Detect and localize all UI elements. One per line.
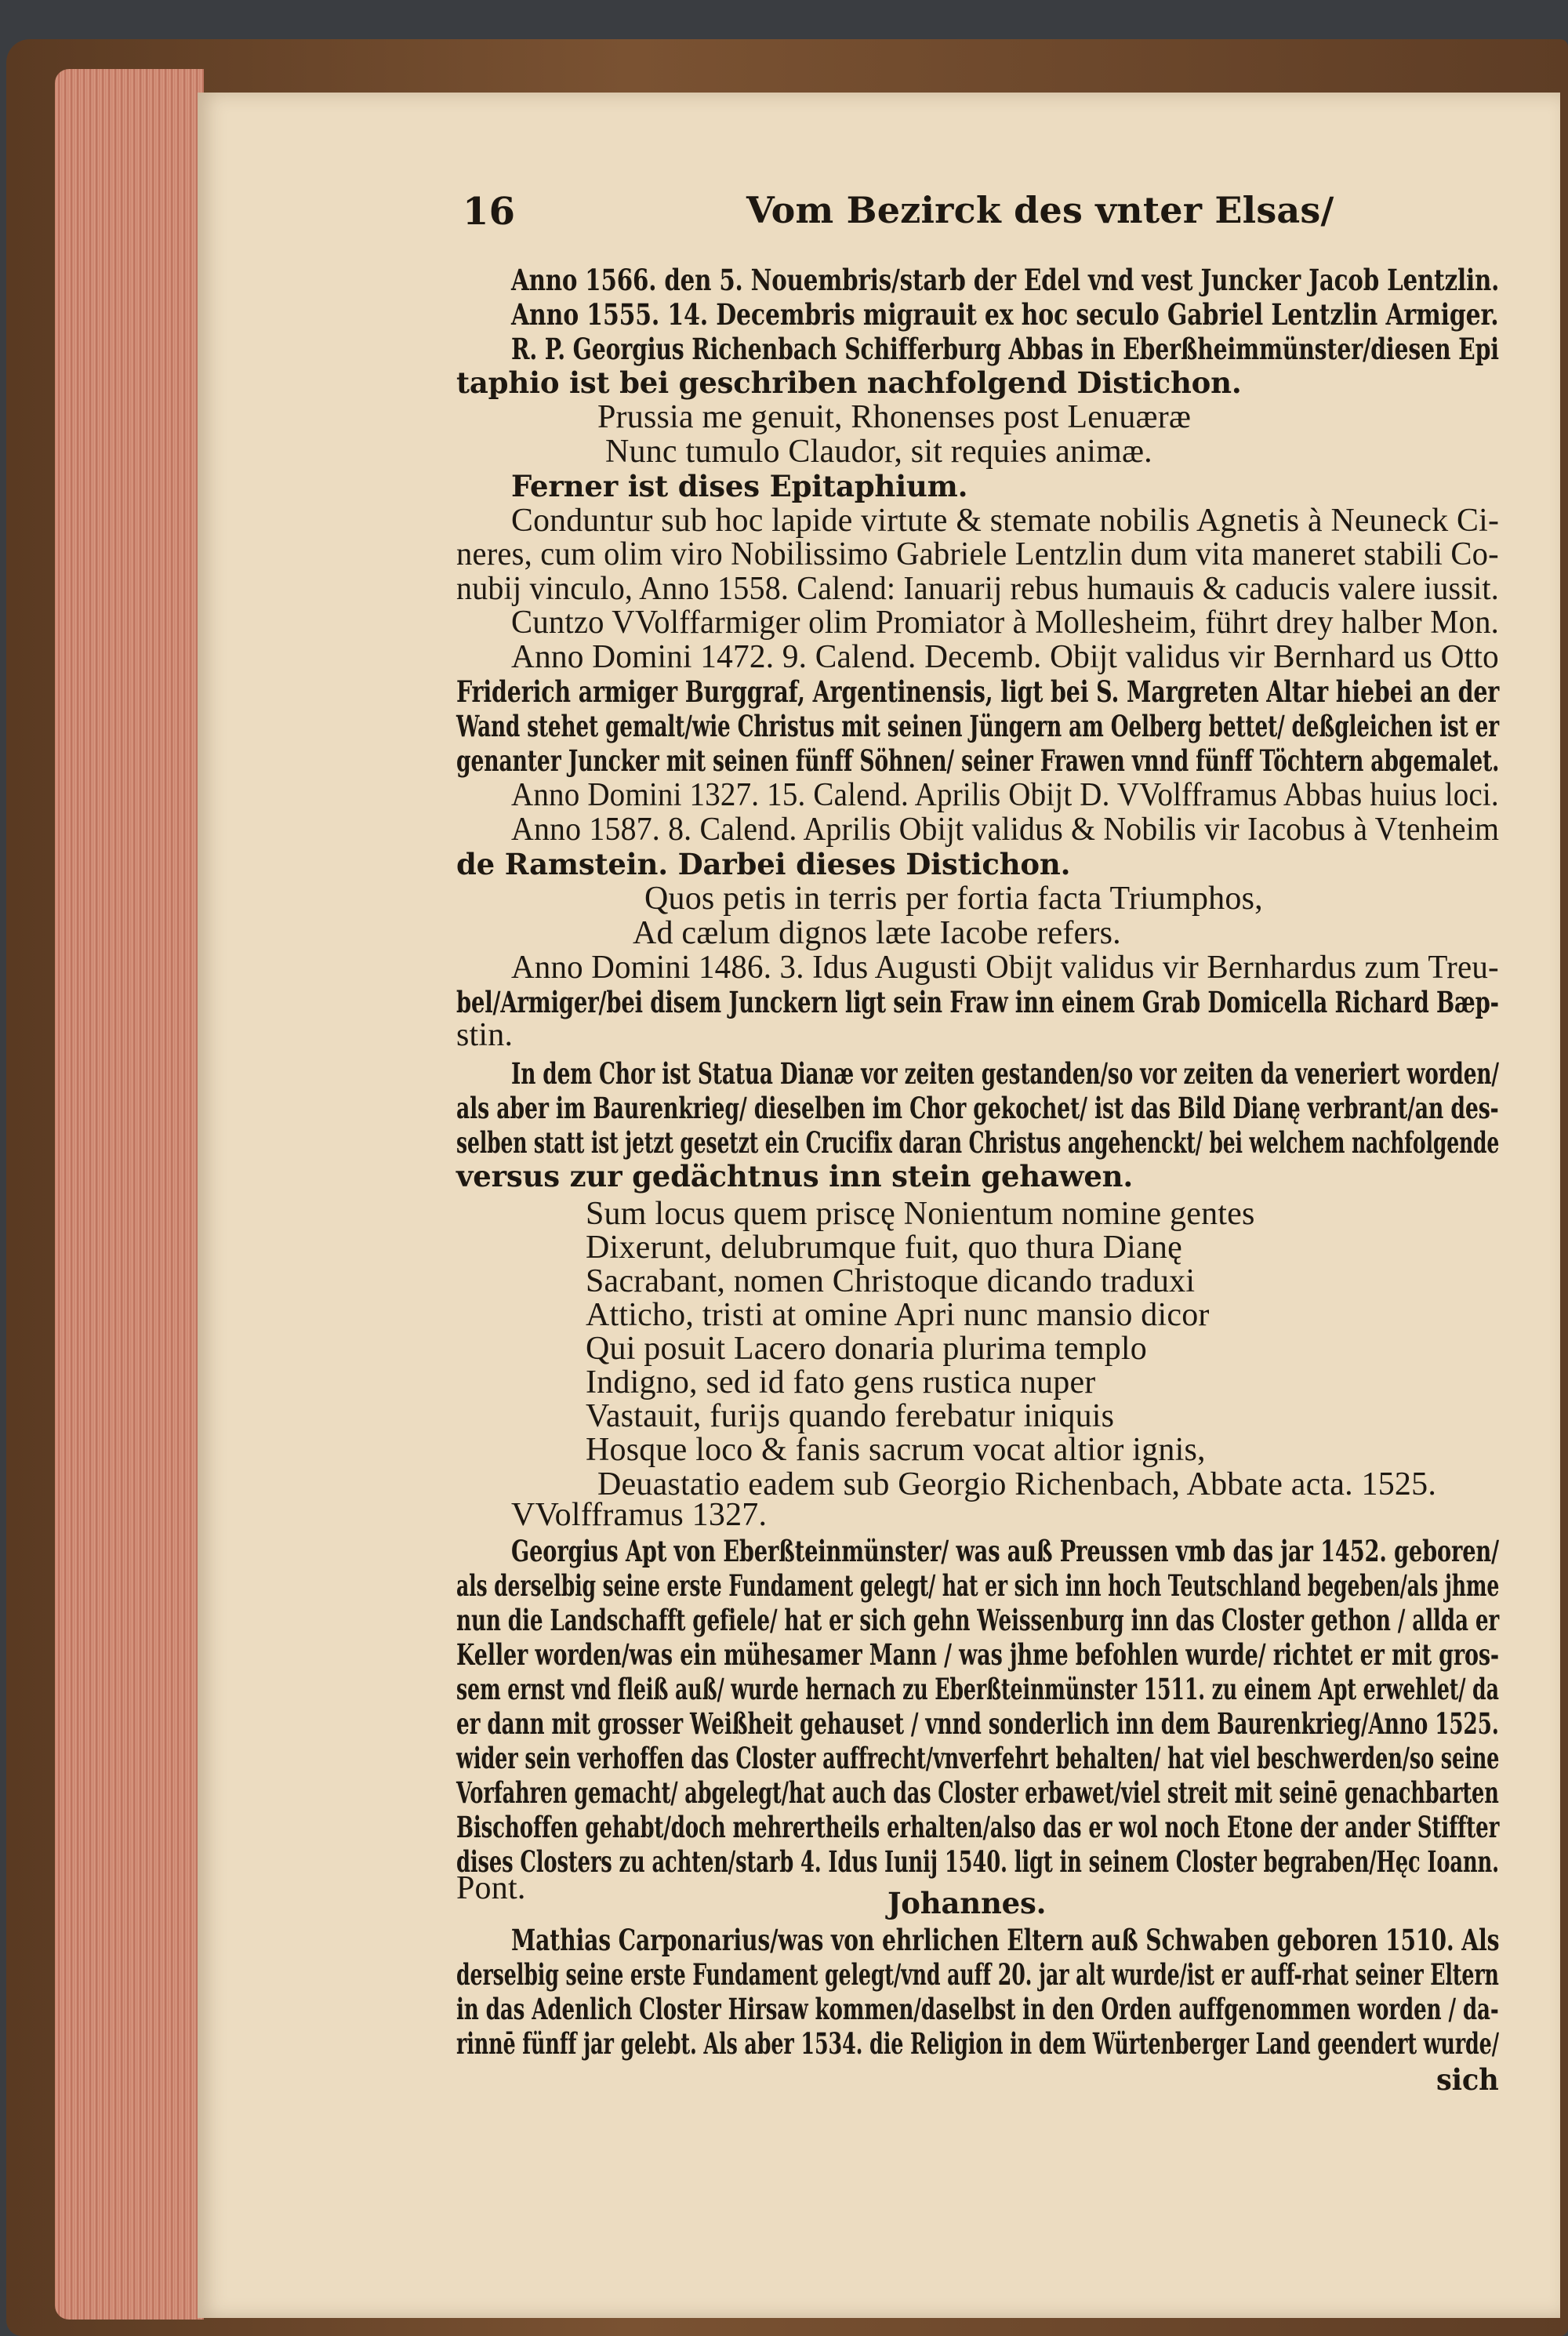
text-line: als aber im Baurenkrieg/ dieselben im Chor gekochet/ ist das Bild Dianę verbrant/an des- <box>456 1091 1499 1125</box>
text-line: In dem Chor ist Statua Dianæ vor zeiten gestanden/so vor zeiten da veneriert worden/ <box>511 1056 1499 1091</box>
verse-line: Sum locus quem priscę Nonientum nomine gentes <box>586 1196 1255 1232</box>
text-line: als derselbig seine erste Fundament gelegt/ hat er sich inn hoch Teutschland begeben/als jhme <box>456 1568 1500 1603</box>
verse-line: Dixerunt, delubrumque fuit, quo thura Dianę <box>586 1230 1182 1266</box>
text-line: taphio ist bei geschriben nachfolgend Distichon. <box>456 365 1242 400</box>
text-line: R. P. Georgius Richenbach Schifferburg Abbas in Eberßheimmünster/diesen Epi <box>511 332 1499 366</box>
text-line: rinnē fünff jar gelebt. Als aber 1534. die Religion in dem Würtenberger Land geendert wurde/ <box>456 2026 1499 2061</box>
text-line: Anno Domini 1486. 3. Idus Augusti Obijt validus vir Bernhardus zum Treu- <box>511 950 1499 986</box>
text-line: VVolfframus 1327. <box>511 1497 768 1533</box>
verse-line: Ad cælum dignos læte Iacobe refers. <box>633 915 1121 951</box>
verse-line: Indigno, sed id fato gens rustica nuper <box>586 1364 1096 1401</box>
text-line: Johannes. <box>887 1886 1047 1920</box>
text-line: nubij vinculo, Anno 1558. Calend: Ianuarij rebus humauis & caducis valere iussit. <box>456 571 1499 607</box>
text-line: dises Closters zu achten/starb 4. Idus Iunij 1540. ligt in seinem Closter begraben/Hęc Ioann. <box>456 1844 1499 1879</box>
text-line: neres, cum olim viro Nobilissimo Gabriele Lentzlin dum vita maneret stabili Co- <box>456 536 1499 572</box>
page-number: 16 <box>463 190 516 234</box>
verse-line: Qui posuit Lacero donaria plurima templo <box>586 1331 1147 1367</box>
verse-line: Deuastatio eadem sub Georgio Richenbach, Abbate acta. 1525. <box>597 1466 1437 1502</box>
text-line: Georgius Apt von Eberßteinmünster/ was auß Preussen vmb das jar 1452. geboren/ <box>511 1534 1499 1568</box>
verse-line: Nunc tumulo Claudor, sit requies animæ. <box>605 434 1152 470</box>
verse-line: Sacrabant, nomen Christoque dicando traduxi <box>586 1263 1196 1299</box>
text-line: Cuntzo VVolffarmiger olim Promiator à Mollesheim, führt drey halber Mon. <box>511 605 1500 641</box>
text-line: versus zur gedächtnus inn stein gehawen. <box>456 1159 1134 1193</box>
text-line: stin. <box>456 1017 514 1053</box>
text-line: de Ramstein. Darbei dieses Distichon. <box>456 847 1071 881</box>
text-line: er dann mit grosser Weißheit gehauset / vnnd sonderlich inn dem Baurenkrieg/Anno 1525. <box>456 1706 1499 1741</box>
text-line: Ferner ist dises Epitaphium. <box>511 469 968 503</box>
text-line: Mathias Carponarius/was von ehrlichen Eltern auß Schwaben geboren 1510. Als <box>511 1923 1500 1957</box>
text-line: Wand stehet gemalt/wie Christus mit seinen Jüngern am Oelberg bettet/ deßgleichen ist er <box>456 709 1499 743</box>
verse-line: Atticho, tristi at omine Apri nunc mansio dicor <box>586 1297 1210 1333</box>
text-line: Anno Domini 1327. 15. Calend. Aprilis Obijt D. VVolfframus Abbas huius loci. <box>511 777 1499 813</box>
text-line: genanter Juncker mit seinen fünff Söhnen/ seiner Frawen vnnd fünff Töchtern abgemalet. <box>456 743 1500 778</box>
text-line: Keller worden/was ein mühesamer Mann / was jhme befohlen wurde/ richtet er mit gros- <box>456 1637 1499 1672</box>
text-line: wider sein verhoffen das Closter auffrecht/vnverfehrt behalten/ hat viel beschwerden/so seine <box>456 1741 1500 1775</box>
catchword: sich <box>1436 2062 1499 2097</box>
book-page <box>198 93 1560 2318</box>
text-line: derselbig seine erste Fundament gelegt/vnd auff 20. jar alt wurde/ist er auff-rhat seiner Eltern <box>456 1957 1499 1992</box>
text-line: Bischoffen gehabt/doch mehrertheils erhalten/also das er wol noch Etone der ander Stiffter <box>456 1810 1500 1844</box>
text-line: Anno 1555. 14. Decembris migrauit ex hoc seculo Gabriel Lentzlin Armiger. <box>511 297 1499 332</box>
verse-line: Prussia me genuit, Rhonenses post Lenuæræ <box>597 399 1192 435</box>
text-line: Anno Domini 1472. 9. Calend. Decemb. Obijt validus vir Bernhard us Otto <box>511 639 1499 675</box>
text-line: Anno 1566. den 5. Nouembris/starb der Edel vnd vest Juncker Jacob Lentzlin. <box>511 263 1500 297</box>
text-line: Anno 1587. 8. Calend. Aprilis Obijt validus & Nobilis vir Iacobus à Vtenheim <box>511 812 1500 848</box>
verse-line: Vastauit, furijs quando ferebatur iniquis <box>586 1398 1115 1434</box>
text-line: nun die Landschafft gefiele/ hat er sich gehn Weissenburg inn das Closter gethon / allda er <box>456 1603 1500 1637</box>
text-line: Conduntur sub hoc lapide virtute & stemate nobilis Agnetis à Neuneck Ci- <box>511 503 1500 539</box>
text-line: Vorfahren gemacht/ abgelegt/hat auch das Closter erbawet/viel streit mit seinē genachbarten <box>456 1775 1499 1810</box>
text-line: in das Adenlich Closter Hirsaw kommen/daselbst in den Orden auffgenommen worden / da- <box>456 1992 1499 2026</box>
text-line: Pont. <box>456 1870 526 1906</box>
text-line: bel/Armiger/bei disem Junckern ligt sein Fraw inn einem Grab Domicella Richard Bæp- <box>456 985 1499 1019</box>
text-line: Friderich armiger Burggraf, Argentinensis, ligt bei S. Margreten Altar hiebei an der <box>456 674 1500 709</box>
page-edges <box>55 69 204 2320</box>
verse-line: Hosque loco & fanis sacrum vocat altior ignis, <box>586 1432 1206 1468</box>
verse-line: Quos petis in terris per fortia facta Triumphos, <box>644 881 1263 917</box>
running-head: Vom Bezirck des vnter Elsas/ <box>746 189 1334 231</box>
text-line: sem ernst vnd fleiß auß/ wurde hernach zu Eberßteinmünster 1511. zu einem Apt erwehlet/ da <box>456 1672 1499 1706</box>
text-line: selben statt ist jetzt gesetzt ein Crucifix daran Christus angehenckt/ bei welchem nachfolgende <box>456 1125 1500 1160</box>
